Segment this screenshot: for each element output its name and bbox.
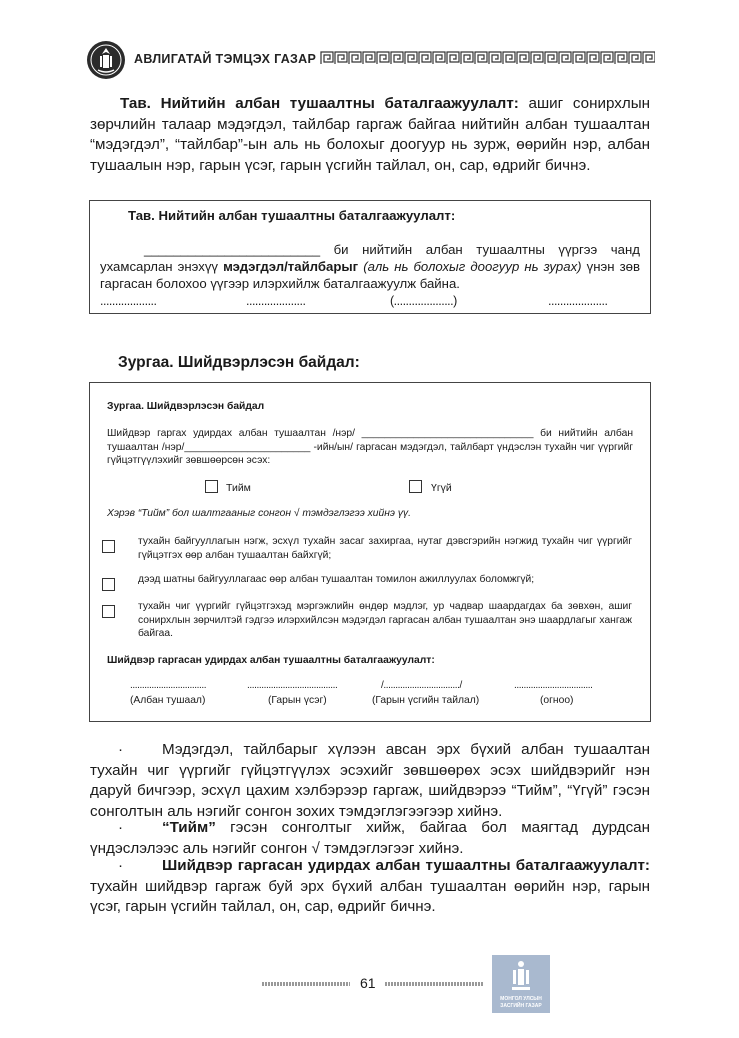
date-dots: ................................. [514, 680, 593, 691]
sig-date: .................... [548, 294, 608, 308]
sig-name: (....................) [390, 294, 457, 308]
reason-item-2: дээд шатны байгууллагаас өөр албан тушаалтан томилон ажиллуулах боломжгүй; [138, 574, 535, 585]
meander-border [320, 51, 655, 65]
position-dots: ................................ [130, 680, 207, 691]
bullet-3-text: тухайн шийдвэр гаргаж буй эрх бүхий албан тушаалтан өөрийн нэр, гарын үсэг, гарын үсгийн тайлал, он, сар, өдрийг бичнэ. [90, 877, 650, 915]
sig-position: ................... [100, 294, 157, 308]
no-label: Үгүй [431, 482, 452, 494]
box1-text-a: би нийтийн албан тушаалтны үүргээ чанд ухамсарлан энэхүү [100, 242, 640, 274]
reason-checkbox-2[interactable] [102, 578, 115, 591]
caption-position: (Албан тушаал) [130, 695, 206, 706]
government-logo [492, 955, 550, 1013]
footer-line-right [385, 982, 483, 986]
bullet-3-bold: Шийдвэр гаргасан удирдах албан тушаалтны баталгаажуулалт: [162, 857, 650, 874]
bullet-mark-3: · [118, 857, 124, 874]
signature-dots: ...................................... [247, 680, 338, 691]
box2-title: Зургаа. Шийдвэрлэсэн байдал [107, 401, 265, 412]
box2-text-a: Шийдвэр гаргах удирдах албан тушаалтан /нэр/ [107, 428, 362, 439]
sig-signature: .................... [246, 294, 306, 308]
logo-text-2: ЗАСГИЙН ГАЗАР [500, 1003, 542, 1009]
intro-paragraph [90, 94, 650, 176]
name-blank: ________________________ [144, 242, 321, 257]
page-number: 61 [360, 975, 376, 991]
intro-text: ашиг сонирхлын зөрчлийн талаар мэдэгдэл, тайлбар гаргаж байгаа нийтийн албан тушаалтан “мэдэгдэл”, “тайлбар”-ын аль нь болохыг доогуур нь зурж, өөрийн нэр, албан тушаалын нэр, гарын үсэг, гарын үсгийн тайлал, он, сар, өдрийг бичнэ. [90, 95, 650, 174]
yes-label: Тийм [226, 482, 251, 494]
bullet-2-text: гэсэн сонголтыг хийж, байгаа бол маягтад дурдсан үндэслэлээс аль нэгийг сонгон √ тэмдэглэгээг хийнэ. [90, 819, 650, 857]
org-name: АВЛИГАТАЙ ТЭМЦЭХ ГАЗАР [134, 52, 317, 66]
official-name-blank: ______________________ [184, 441, 311, 453]
bullet-mark-2: · [118, 819, 124, 836]
reason-item-1: тухайн байгууллагын нэгж, эсхүл тухайн засаг захиргаа, нутаг дэвсгэрийн нэгжид тухайн чиг үүргийг гүйцэтгэх өөр албан тушаалтан байхгүй; [138, 536, 632, 561]
section-title: Зургаа. Шийдвэрлэсэн байдал: [118, 354, 360, 371]
box2-text-b: би нийтийн албан тушаалтан /нэр/ [107, 428, 634, 453]
decision-box [89, 382, 651, 722]
bullet-paragraph-1 [90, 740, 650, 822]
logo-text-1: МОНГОЛ УЛСЫН [500, 996, 542, 1002]
leader-confirmation-title: Шийдвэр гаргасан удирдах албан тушаалтны баталгаажуулалт: [107, 655, 435, 666]
reason-checkbox-3[interactable] [102, 605, 115, 618]
no-checkbox[interactable] [409, 480, 422, 493]
caption-date: (огноо) [540, 695, 574, 706]
leader-name-blank: ______________________________ [361, 428, 534, 439]
box1-text-b: үнэн зөв гаргасан болохоо үүгээр илэрхийлж баталгаажуулж байна. [100, 259, 640, 291]
reason-item-3: тухайн чиг үүргийг гүйцэтгэхэд мэргэжлийн өндөр мэдлэг, ур чадвар шаардагдах ба зөвхөн, ашиг сонирхлын зөрчилтэй гэдгээ илэрхийлсэн мэдэгдэл гаргасан албан тушаалтан энэ шаардлагыг хангаж байгаа. [138, 601, 632, 639]
page-header [0, 0, 739, 80]
bullet-1-text: Мэдэгдэл, тайлбарыг хүлээн авсан эрх бүхий албан тушаалтан тухайн чиг үүргийг гүйцэтгүүлэх эсэхийг зөвшөөрөх эсэх шийдвэрийг нэн даруй бичгээр, эсхүл цахим хэлбэрээр гаргаж, шийдвэрээ “Тийм”, “Үгүй” гэсэн сонголтын аль нэгийг сонгон зохих тэмдэглэгээгээр хийнэ. [90, 741, 650, 820]
bullet-paragraph-2 [90, 818, 650, 859]
footer-line-left [262, 982, 350, 986]
box1-text [100, 241, 640, 292]
box2-text-c: -ийн/ын/ гаргасан мэдэгдэл, тайлбарт үндэслэн тухайн чиг үүргийг гүйцэтгүүлэхийг зөвшөөрсөн эсэх: [107, 441, 633, 466]
caption-name: (Гарын үсгийн тайлал) [372, 695, 480, 706]
intro-bold: Тав. Нийтийн албан тушаалтны баталгаажуулалт: [120, 95, 519, 112]
name-dots: /................................/ [381, 680, 462, 691]
bullet-mark-1: · [118, 741, 124, 758]
emblem-icon [86, 40, 126, 80]
bullet-paragraph-3 [90, 856, 650, 918]
reason-note: Хэрэв “Тийм” бол шалтгааныг сонгон √ тэмдэглэгээ хийнэ үү. [107, 508, 411, 519]
box1-text-italic: (аль нь болохыг доогуур нь зурах) [358, 259, 582, 274]
reason-checkbox-1[interactable] [102, 540, 115, 553]
box1-text-bold: мэдэгдэл/тайлбарыг [223, 259, 359, 274]
box1-title: Тав. Нийтийн албан тушаалтны баталгаажуулалт: [128, 208, 456, 223]
soyombo-icon [509, 960, 533, 992]
caption-signature: (Гарын үсэг) [268, 695, 327, 706]
confirmation-box [89, 200, 651, 314]
yes-checkbox[interactable] [205, 480, 218, 493]
bullet-2-bold: “Тийм” [162, 819, 216, 836]
box2-text [107, 427, 633, 468]
